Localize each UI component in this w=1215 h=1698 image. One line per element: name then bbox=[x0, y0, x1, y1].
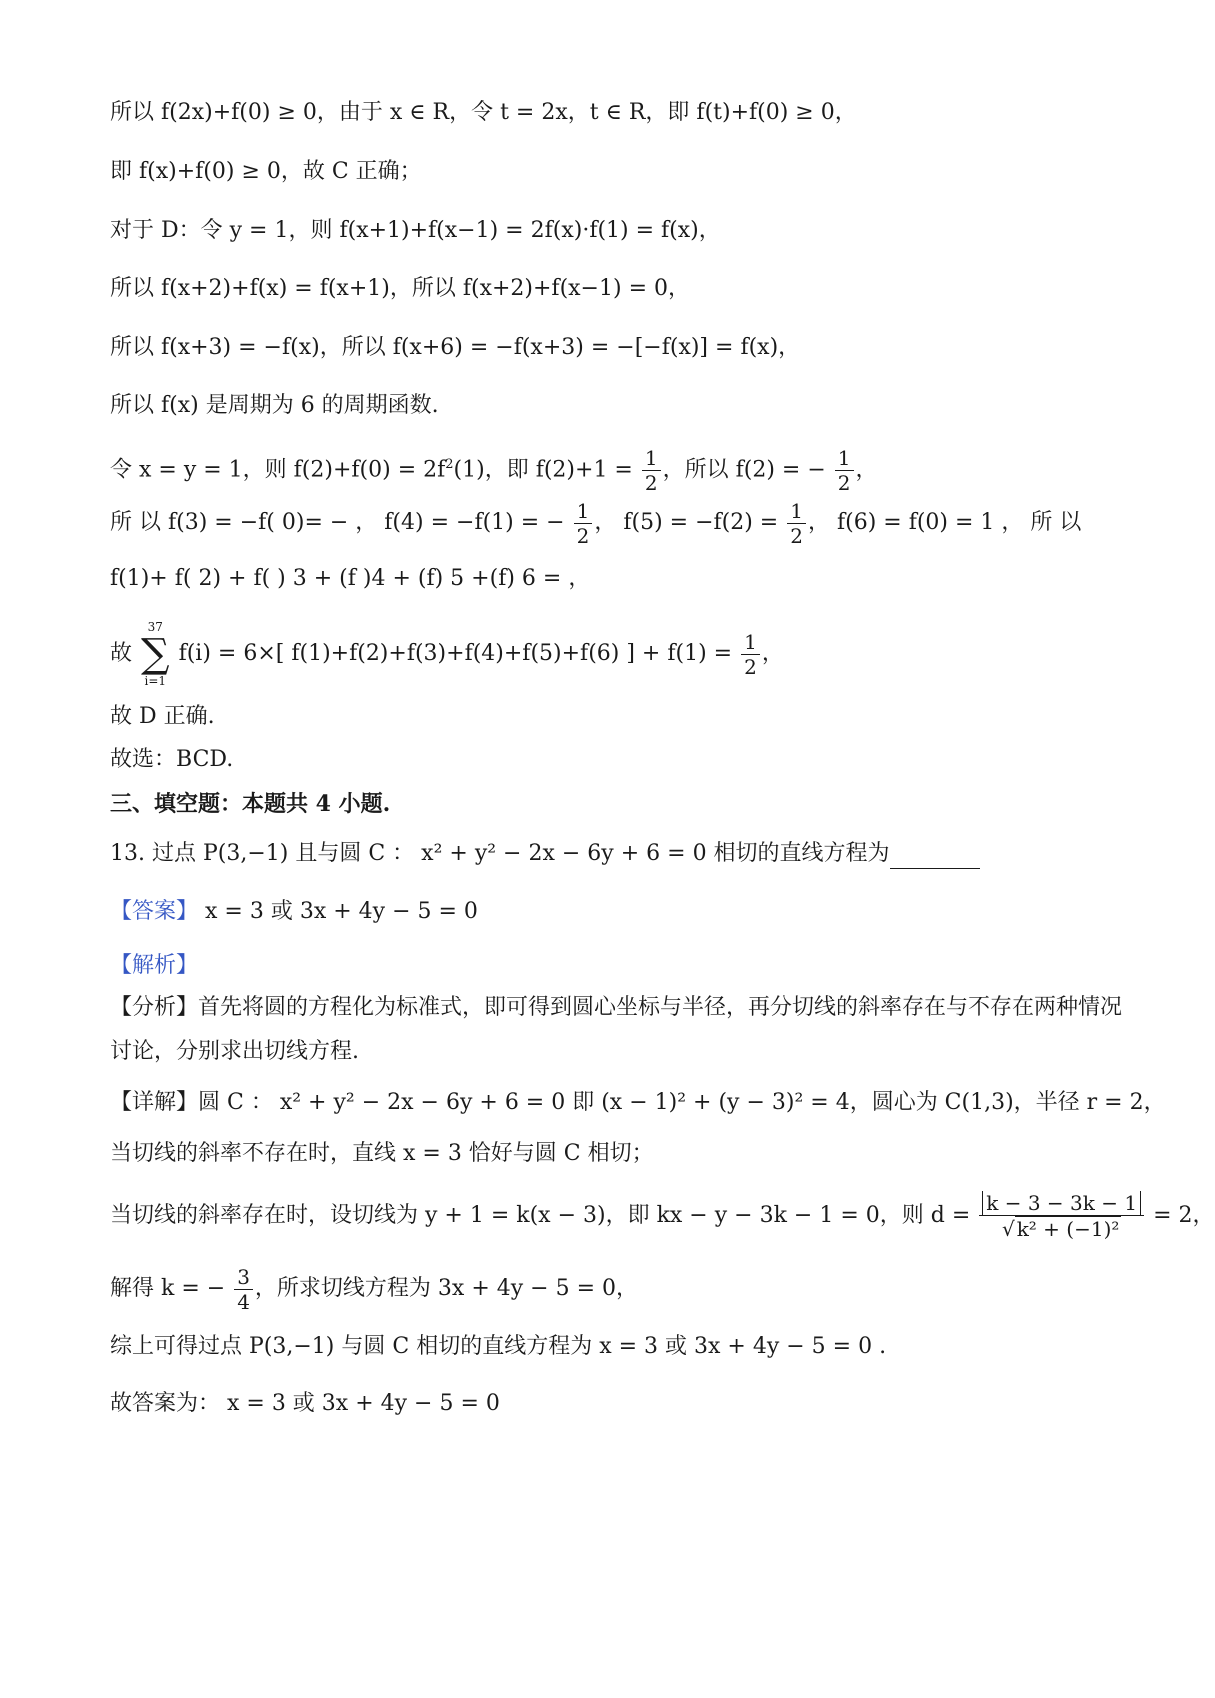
line-4: 所以 f(x+2)+f(x) = f(x+1)，所以 f(x+2)+f(x−1) = 0， bbox=[110, 276, 690, 301]
line-10 bbox=[110, 620, 1100, 688]
line-10-part-b: f(i) = 6×[ f(1)+f(2)+f(3)+f(4)+f(5)+f(6) ] + f(1) = bbox=[178, 641, 733, 666]
fraction-denominator: 2 bbox=[744, 654, 757, 679]
line-7-part-d: ， bbox=[855, 457, 878, 483]
line-7-part-a: 令 x = y = 1，则 f(2)+f(0) = 2f bbox=[110, 457, 446, 483]
line-8-part-b: ， f(5) = −f(2) = bbox=[594, 510, 779, 535]
question-13 bbox=[110, 839, 1100, 869]
fraction-numerator: 1 bbox=[741, 630, 760, 655]
square-root-radicand: k² + (−1)² bbox=[1016, 1217, 1120, 1241]
line-6: 所以 f(x) 是周期为 6 的周期函数. bbox=[110, 393, 439, 418]
fraction-three-quarters bbox=[234, 1265, 253, 1314]
answer-tag: 【答案】 bbox=[110, 899, 199, 924]
detail-line-3 bbox=[110, 1262, 1100, 1316]
fraction-denominator: 2 bbox=[644, 470, 658, 495]
detail-line bbox=[110, 1088, 1166, 1118]
fraction-denominator: 2 bbox=[790, 523, 803, 548]
absolute-value: k − 3 − 3k − 1 bbox=[982, 1191, 1141, 1215]
line-2: 即 f(x)+f(0) ≥ 0，故 C 正确； bbox=[110, 159, 422, 184]
fraction-half bbox=[574, 499, 593, 548]
detail-line-2-part-b: = 2， bbox=[1153, 1203, 1215, 1228]
detail-line-1: 当切线的斜率不存在时，直线 x = 3 恰好与圆 C 相切； bbox=[110, 1141, 654, 1166]
fraction-half bbox=[741, 630, 760, 679]
fraction-numerator: 1 bbox=[787, 499, 806, 524]
fraction-numerator: 3 bbox=[234, 1265, 253, 1290]
fraction-half bbox=[835, 446, 854, 495]
line-7 bbox=[110, 438, 1100, 497]
section-heading: 三、填空题：本题共 4 小题. bbox=[110, 791, 391, 817]
fraction-denominator: 2 bbox=[576, 523, 590, 548]
sigma-icon: ∑ bbox=[141, 631, 170, 677]
line-3: 对于 D：令 y = 1，则 f(x+1)+f(x−1) = 2f(x)·f(1) = f(x)， bbox=[110, 218, 721, 243]
line-10-part-a: 故 bbox=[110, 641, 133, 666]
sum-upper-limit: 37 bbox=[147, 620, 163, 634]
summation bbox=[141, 620, 170, 688]
fraction-denominator: 4 bbox=[237, 1289, 250, 1314]
line-8-part-a: 所 以 f(3) = −f( 0)= − ， f(4) = −f(1) = − bbox=[110, 510, 565, 535]
fenxi-tag: 【分析】 bbox=[110, 995, 199, 1020]
analysis-tag: 【解析】 bbox=[110, 953, 199, 978]
line-1: 所以 f(2x)+f(0) ≥ 0，由于 x ∈ R，令 t = 2x，t ∈ R，即 f(t)+f(0) ≥ 0， bbox=[110, 100, 857, 125]
fraction-half bbox=[787, 499, 806, 548]
distance-denominator: √ k² + (−1)² bbox=[1001, 1217, 1120, 1241]
fraction-numerator: 1 bbox=[835, 446, 854, 471]
fenxi-line-2: 讨论，分别求出切线方程. bbox=[110, 1039, 359, 1064]
detail-text: 圆 C ： x² + y² − 2x − 6y + 6 = 0 即 (x − 1)² + (y − 3)² = 4，圆心为 C(1,3)，半径 r = 2， bbox=[198, 1090, 1166, 1115]
detail-line-3-part-a: 解得 k = − bbox=[110, 1276, 226, 1301]
fenxi-text: 首先将圆的方程化为标准式，即可得到圆心坐标与半径，再分切线的斜率存在与不存在两种情况 bbox=[198, 995, 1123, 1020]
detail-line-4: 综上可得过点 P(3,−1) 与圆 C 相切的直线方程为 x = 3 或 3x + 4y − 5 = 0 . bbox=[110, 1334, 887, 1359]
detail-line-5: 故答案为： x = 3 或 3x + 4y − 5 = 0 bbox=[110, 1391, 500, 1416]
detail-line-3-part-b: ，所求切线方程为 3x + 4y − 5 = 0， bbox=[254, 1276, 638, 1301]
fraction-numerator: 1 bbox=[574, 499, 593, 524]
superscript: 2 bbox=[445, 457, 454, 472]
answer-text: x = 3 或 3x + 4y − 5 = 0 bbox=[205, 899, 478, 924]
detail-tag: 【详解】 bbox=[110, 1090, 199, 1115]
line-11: 故 D 正确. bbox=[110, 704, 215, 729]
line-8 bbox=[110, 496, 1100, 550]
line-10-part-c: ， bbox=[761, 641, 784, 666]
detail-line-2-part-a: 当切线的斜率存在时，设切线为 y + 1 = k(x − 3)，即 kx − y − 3k − 1 = 0，则 d = bbox=[110, 1203, 971, 1228]
distance-numerator bbox=[979, 1191, 1144, 1216]
sum-lower-limit: i=1 bbox=[144, 674, 167, 688]
detail-line-2 bbox=[110, 1180, 1215, 1252]
fraction-half bbox=[642, 446, 661, 495]
line-8-part-c: ， f(6) = f(0) = 1 ， 所 以 bbox=[807, 510, 1082, 535]
answer-line bbox=[110, 897, 1100, 927]
fraction-denominator: 2 bbox=[837, 470, 851, 495]
line-12: 故选：BCD. bbox=[110, 747, 234, 772]
answer-blank bbox=[890, 846, 980, 869]
question-13-text: 13. 过点 P(3,−1) 且与圆 C ： x² + y² − 2x − 6y + 6 = 0 相切的直线方程为 bbox=[110, 841, 890, 866]
line-7-part-b: (1)，即 f(2)+1 = bbox=[453, 457, 633, 483]
distance-fraction bbox=[979, 1191, 1144, 1241]
line-9: f(1)+ f( 2) + f( ) 3 + (f )4 + (f) 5 +(f) 6 = ， bbox=[110, 566, 591, 591]
line-7-part-c: ，所以 f(2) = − bbox=[662, 457, 826, 483]
fenxi-line bbox=[110, 993, 1123, 1023]
line-5: 所以 f(x+3) = −f(x)，所以 f(x+6) = −f(x+3) = −[−f(x)] = f(x)， bbox=[110, 335, 801, 360]
fraction-numerator: 1 bbox=[642, 446, 661, 471]
